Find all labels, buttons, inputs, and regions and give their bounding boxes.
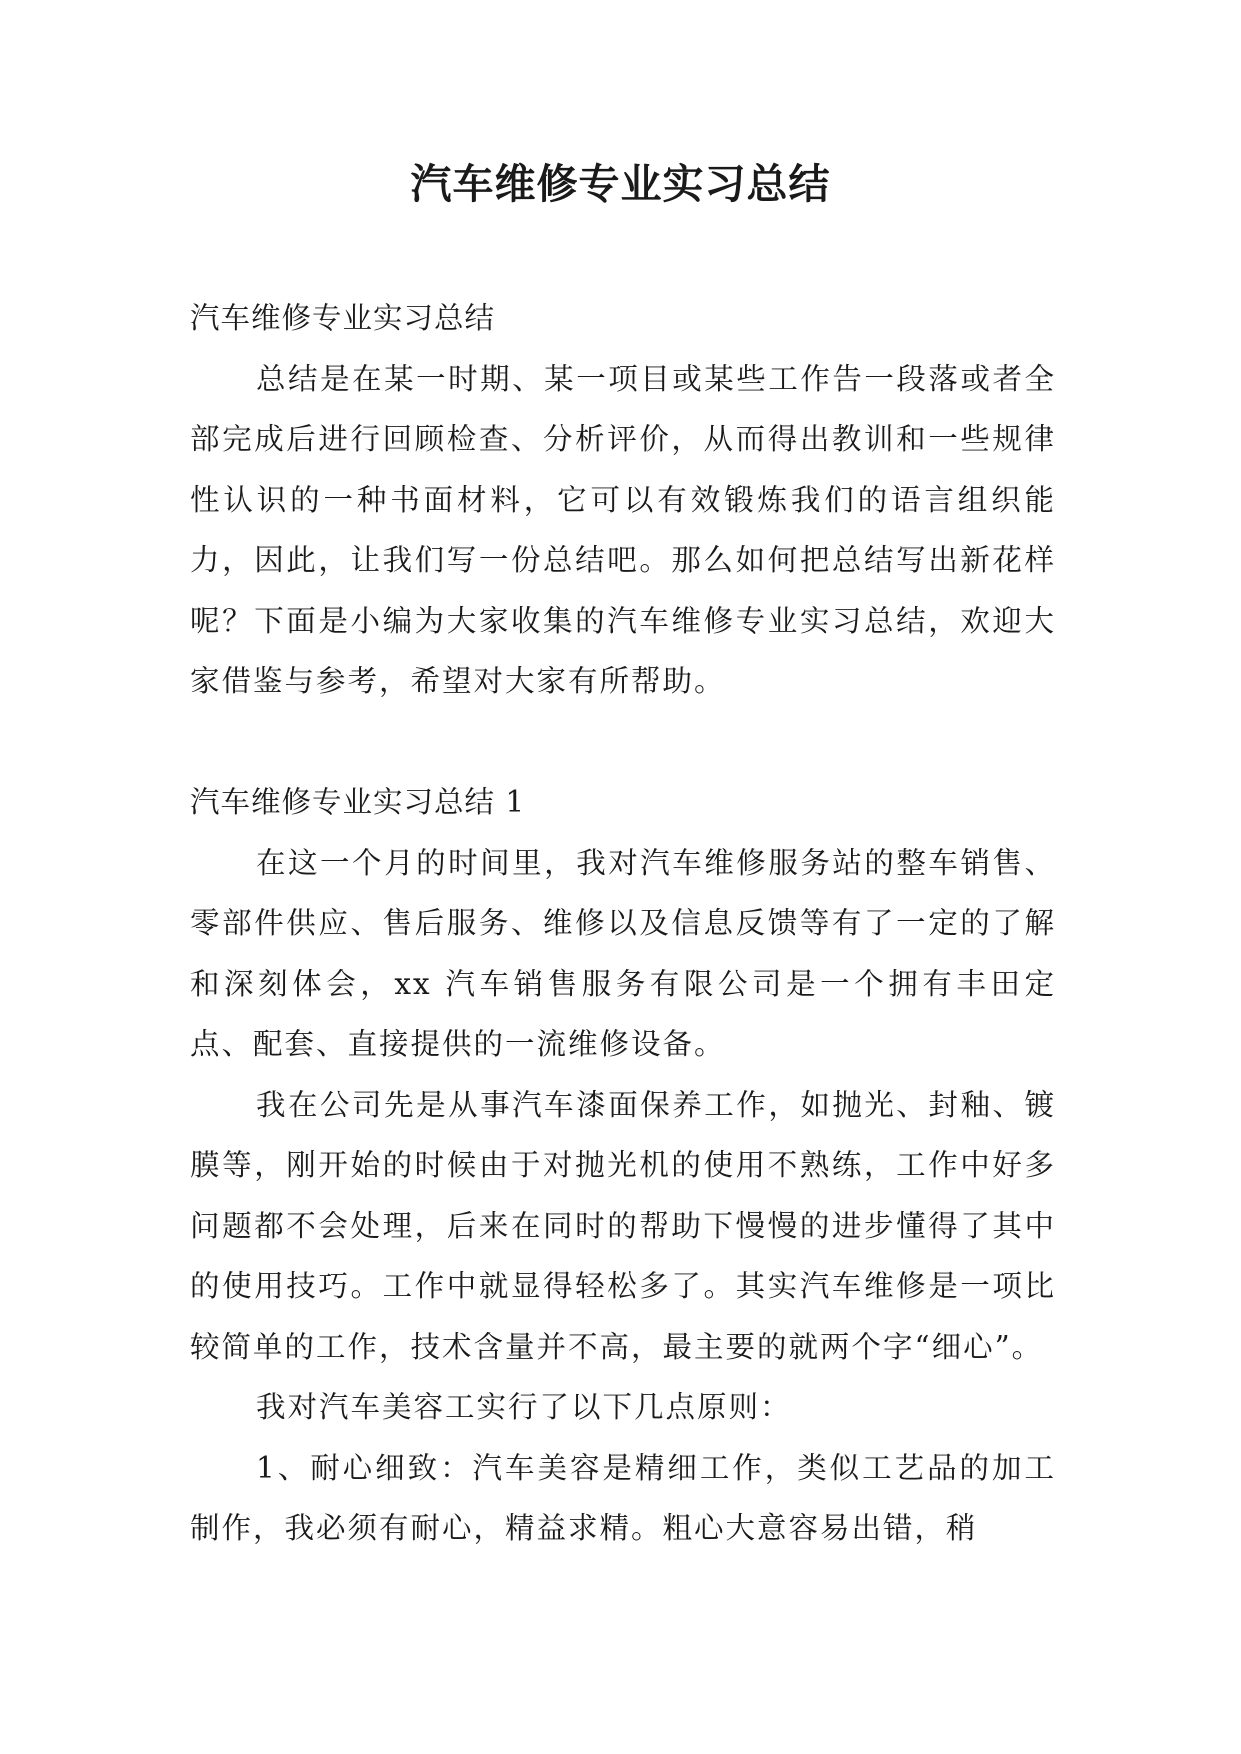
- body-paragraph: 我对汽车美容工实行了以下几点原则：: [256, 1390, 792, 1424]
- intro-paragraph: 总结是在某一时期、某一项目或某些工作告一段落或者全部完成后进行回顾检查、分析评价，从而得出教训和一些规律性认识的一种书面材料，它可以有效锻炼我们的语言组织能力，因此，让我们写一份总结吧。那么如何把总结写出新花样呢？下面是小编为大家收集的汽车维修专业实习总结，欢迎大家借鉴与参考，希望对大家有所帮助。: [190, 361, 1056, 698]
- document-subtitle: 汽车维修专业实习总结: [190, 301, 496, 335]
- paragraph-gap: [190, 712, 1056, 773]
- document-title: 汽车维修专业实习总结: [410, 160, 831, 208]
- section-heading: 汽车维修专业实习总结 1: [190, 785, 526, 819]
- body-paragraph: 我在公司先是从事汽车漆面保养工作，如抛光、封釉、镀膜等，刚开始的时候由于对抛光机的使用不熟练，工作中好多问题都不会处理，后来在同时的帮助下慢慢的进步懂得了其中的使用技巧。工作中就显得轻松多了。其实汽车维修是一项比较简单的工作，技术含量并不高，最主要的就两个字“细心”。: [190, 1087, 1056, 1364]
- document-body: [190, 288, 1056, 1559]
- body-paragraph: 在这一个月的时间里，我对汽车维修服务站的整车销售、零部件供应、售后服务、维修以及信息反馈等有了一定的了解和深刻体会，xx 汽车销售服务有限公司是一个拥有丰田定点、配套、直接提供的一流维修设备。: [190, 845, 1056, 1061]
- body-paragraph: 1、耐心细致：汽车美容是精细工作，类似工艺品的加工制作，我必须有耐心，精益求精。粗心大意容易出错，稍: [190, 1450, 1056, 1545]
